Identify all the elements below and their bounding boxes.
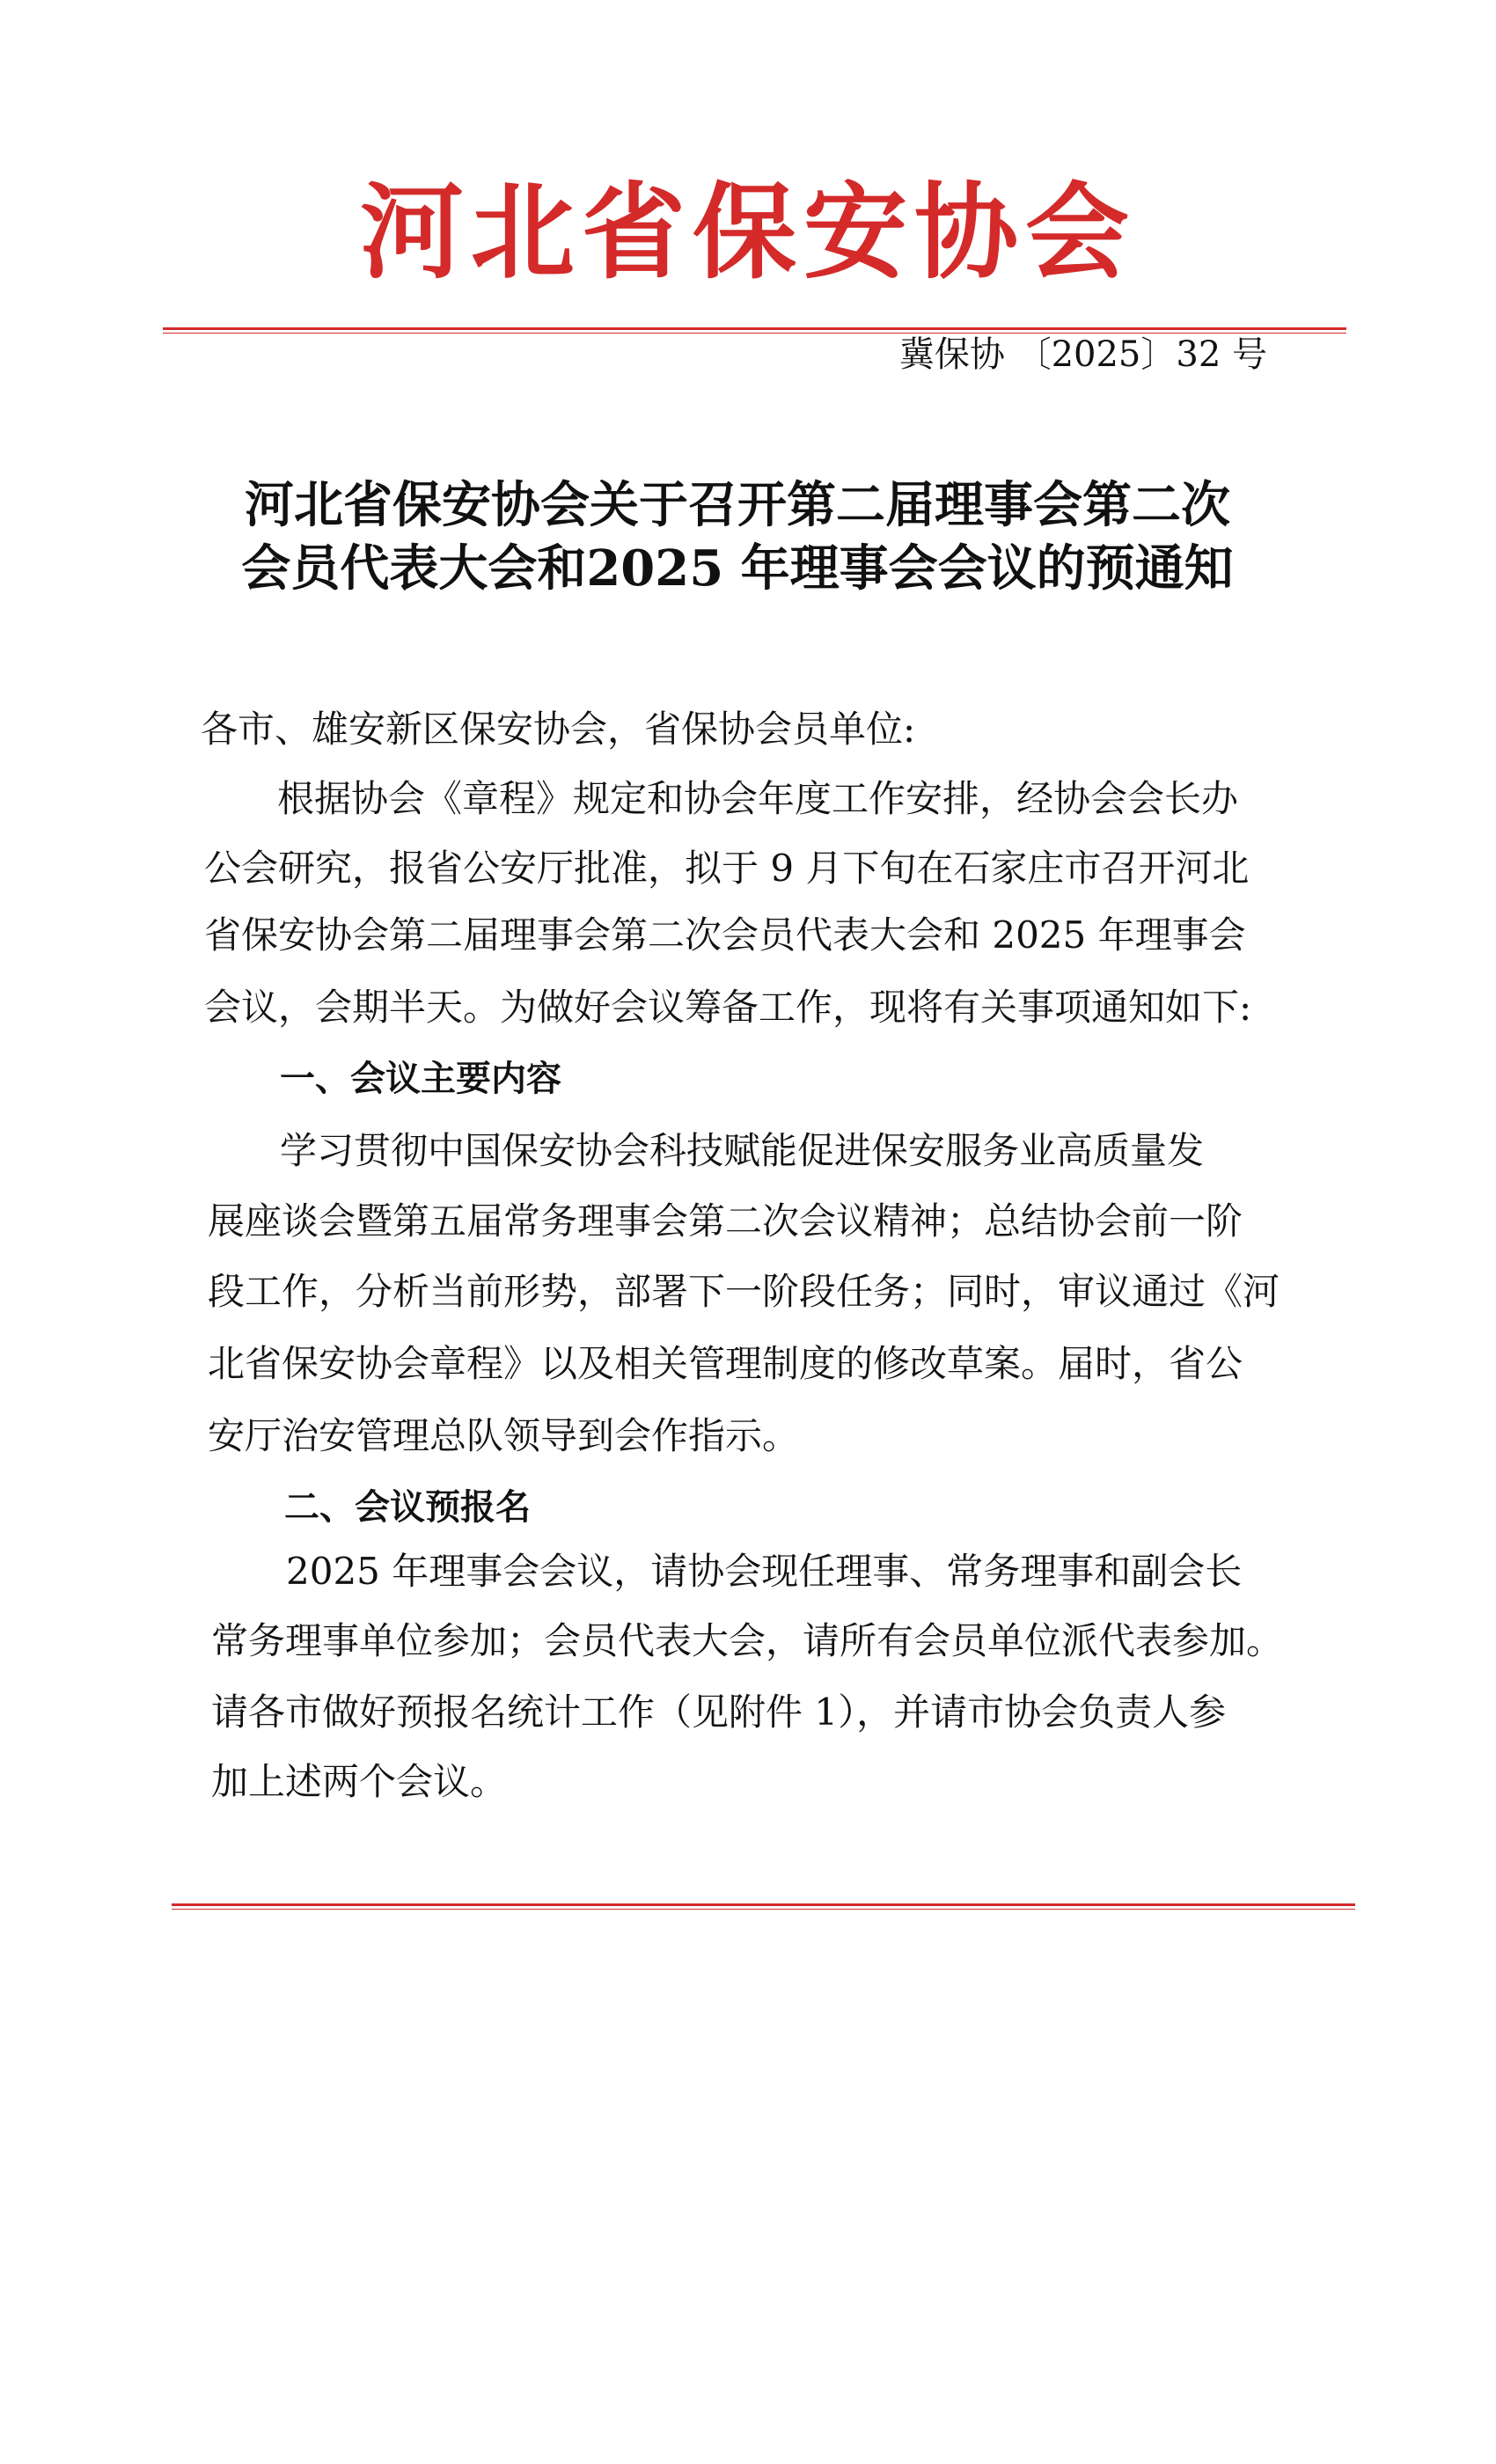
salutation: 各市、雄安新区保安协会，省保协会员单位: [201, 708, 916, 751]
document-number: 冀保协 〔2025〕32 号 [898, 334, 1267, 375]
notice-title-line-1: 河北省保安协会关于召开第二届理事会第二次 [245, 476, 1230, 534]
section-1-line-2: 展座谈会暨第五届常务理事会第二次会议精神；总结协会前一阶 [208, 1199, 1243, 1243]
section-2-line-1: 2025 年理事会会议，请协会现任理事、常务理事和副会长 [286, 1550, 1243, 1593]
intro-line-3: 省保安协会第二届理事会第二次会员代表大会和 2025 年理事会 [204, 913, 1246, 957]
section-1-line-3: 段工作，分析当前形势，部署下一阶段任务；同时，审议通过《河 [208, 1270, 1280, 1313]
footer-red-rule [172, 1903, 1355, 1910]
section-1-heading: 一、会议主要内容 [280, 1059, 561, 1099]
section-2-line-2: 常务理事单位参加；会员代表大会，请所有会员单位派代表参加。 [211, 1619, 1284, 1662]
intro-line-4: 会议，会期半天。为做好会议筹备工作，现将有关事项通知如下: [204, 986, 1252, 1029]
section-2-line-4: 加上述两个会议。 [211, 1760, 508, 1803]
section-2-heading: 二、会议预报名 [284, 1487, 531, 1528]
section-1-line-4: 北省保安协会章程》以及相关管理制度的修改草案。届时，省公 [208, 1342, 1243, 1385]
org-name-header: 河北省保安协会 [359, 171, 1136, 293]
section-1-line-1: 学习贯彻中国保安协会科技赋能促进保安服务业高质量发 [280, 1129, 1205, 1172]
section-1-line-5: 安厅治安管理总队领导到会作指示。 [208, 1414, 800, 1457]
header-red-rule [163, 327, 1346, 334]
intro-line-1: 根据协会《章程》规定和协会年度工作安排，经协会会长办 [277, 777, 1239, 820]
notice-title-line-2: 会员代表大会和2025 年理事会会议的预通知 [241, 539, 1234, 598]
intro-line-2: 公会研究，报省公安厅批准，拟于 9 月下旬在石家庄市召开河北 [204, 847, 1250, 890]
section-2-line-3: 请各市做好预报名统计工作（见附件 1），并请市协会负责人参 [211, 1690, 1227, 1734]
